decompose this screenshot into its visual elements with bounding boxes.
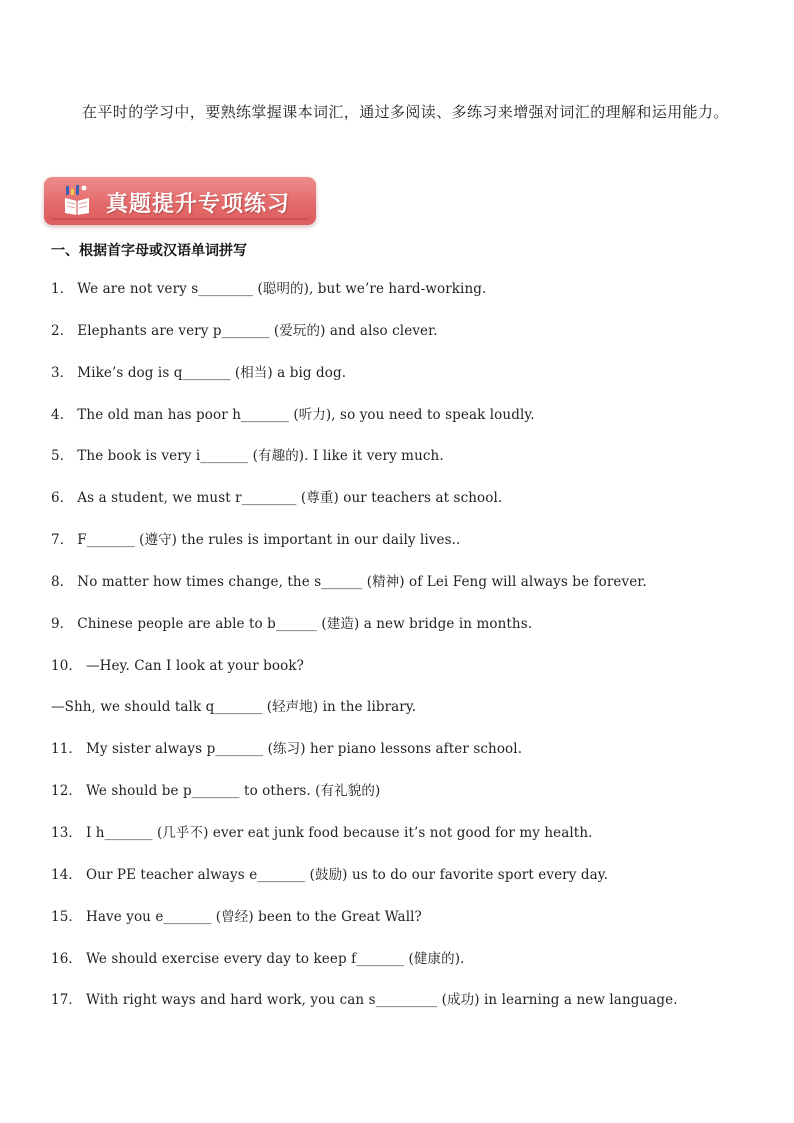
question-10-reply [51,694,751,736]
question-4 [51,402,751,444]
question-text: Mike’s dog is q_______ (相当) a big dog. [77,364,347,381]
question-6 [51,485,751,527]
question-9 [51,611,751,653]
question-2 [51,318,751,360]
question-15 [51,904,751,946]
intro-paragraph: 在平时的学习中，要熟练掌握课本词汇，通过多阅读、多练习来增强对词汇的理解和运用能力。 [82,103,729,121]
question-number: 11． [51,741,82,758]
question-number: 7． [51,532,74,549]
question-number: 12． [51,783,82,800]
question-text: As a student, we must r________ (尊重) our teachers at school. [77,490,503,507]
question-3 [51,360,751,402]
question-number: 14． [51,866,82,883]
question-7 [51,527,751,569]
question-text: The book is very i_______ (有趣的). I like it very much. [77,448,444,465]
banner-title: 真题提升专项练习 [106,192,291,217]
question-number: 15． [51,908,82,925]
question-text: Chinese people are able to b______ (建造) a new bridge in months. [77,615,533,632]
question-number: 3． [51,364,74,381]
question-text: No matter how times change, the s______ (精神) of Lei Feng will always be forever. [77,573,647,590]
question-text: Elephants are very p_______ (爱玩的) and also clever. [77,322,438,339]
question-number: 9． [51,615,74,632]
question-number: 5． [51,448,74,465]
question-10 [51,653,751,695]
question-number: 13． [51,824,82,841]
question-text: The old man has poor h_______ (听力), so you need to speak loudly. [77,406,535,423]
question-number: 17． [51,992,82,1009]
question-16 [51,946,751,988]
section-heading: 一、根据首字母或汉语单词拼写 [51,243,247,259]
question-11 [51,736,751,778]
question-number: 10． [51,657,82,674]
question-list [51,276,751,1029]
question-12 [51,778,751,820]
section-banner [44,177,316,225]
question-text: F_______ (遵守) the rules is important in our daily lives.. [77,532,461,549]
question-text: We are not very s________ (聪明的), but we’re hard-working. [77,281,487,297]
question-number: 8． [51,573,74,590]
question-text: My sister always p_______ (练习) her piano lessons after school. [85,741,523,758]
book-chart-icon [64,184,90,216]
question-13 [51,820,751,862]
question-text: Our PE teacher always e_______ (鼓励) us to do our favorite sport every day. [85,866,609,883]
question-number: 6． [51,490,74,507]
question-text: We should be p_______ to others. (有礼貌的) [85,783,381,800]
question-text: I h_______ (几乎不) ever eat junk food because it’s not good for my health. [85,824,593,841]
question-1 [51,276,751,318]
question-text: Have you e_______ (曾经) been to the Great Wall? [85,908,422,925]
question-17 [51,987,751,1029]
question-number: 4． [51,406,74,423]
question-5 [51,443,751,485]
question-number: 16． [51,950,82,967]
question-text: —Shh, we should talk q_______ (轻声地) in the library. [51,699,417,716]
question-number: 2． [51,322,74,339]
question-14 [51,862,751,904]
question-8 [51,569,751,611]
question-number: 1． [51,281,74,297]
question-text: —Hey. Can I look at your book? [85,657,304,674]
question-text: With right ways and hard work, you can s_________ (成功) in learning a new language. [85,992,678,1009]
question-text: We should exercise every day to keep f_______ (健康的). [85,950,465,967]
